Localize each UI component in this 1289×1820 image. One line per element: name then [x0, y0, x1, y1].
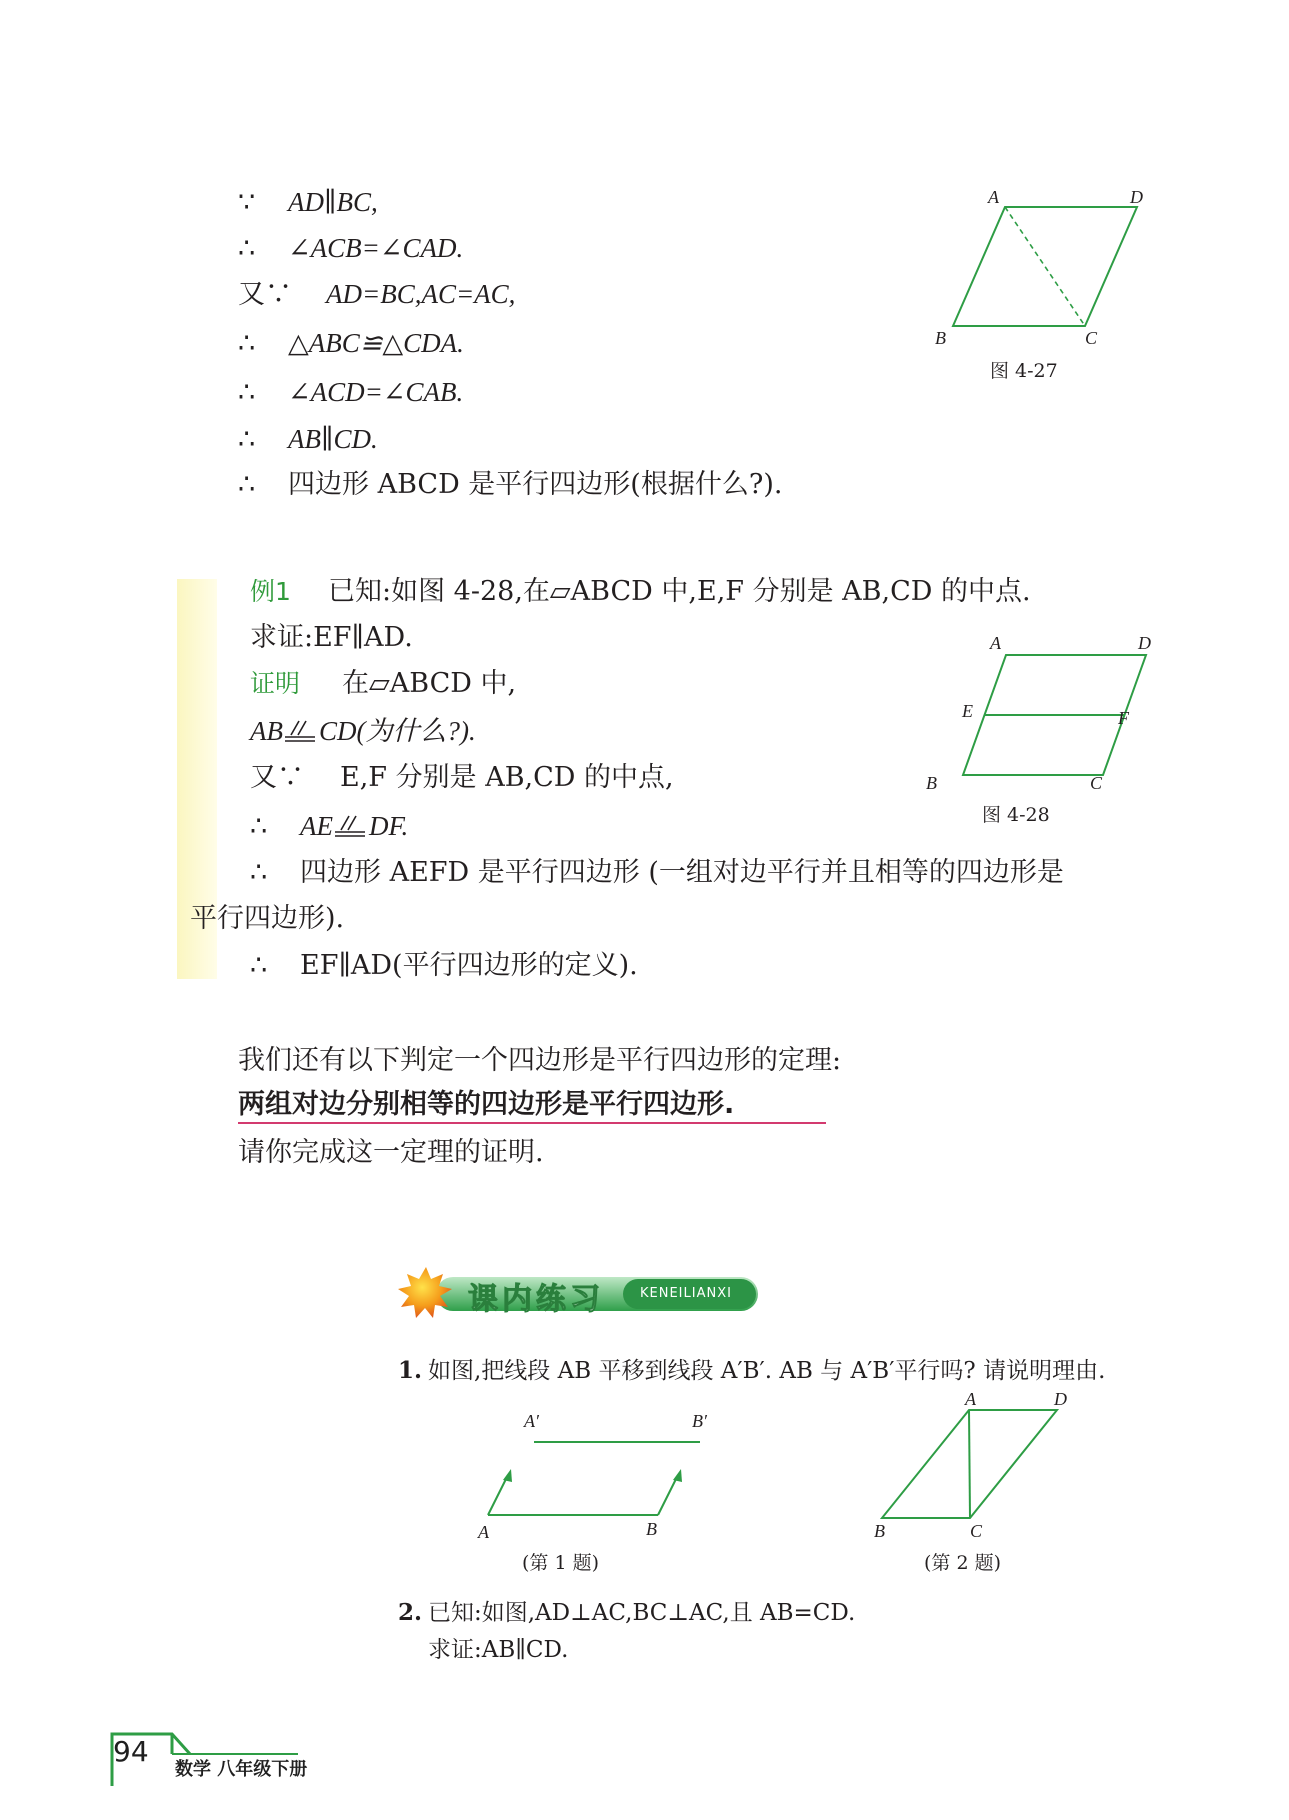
q1-text: 1. 如图,把线段 AB 平移到线段 A′B′. AB 与 A′B′平行吗? 请说明理由. — [398, 1357, 1106, 1384]
label-a: A — [988, 187, 999, 207]
figure-4-28-diagram — [940, 640, 1180, 790]
example-label: 例1 — [250, 577, 291, 606]
proof-line-5: ∴ ∠ACD=∠CAB. — [238, 377, 464, 408]
practice-banner — [398, 1265, 758, 1323]
label-d: D — [1054, 1389, 1067, 1409]
example-proof-line-4: ∴ AE DF. — [250, 808, 408, 845]
label-c: C — [1090, 773, 1103, 793]
proof-line-7: ∴ 四边形 ABCD 是平行四边形(根据什么?). — [238, 469, 783, 500]
proof-line-1: ∵ AD∥BC, — [238, 187, 378, 218]
label-f: F — [1118, 708, 1129, 728]
example-proof-line-2: AB CD(为什么?). — [250, 713, 476, 750]
label-c: C — [970, 1521, 983, 1541]
label-c: C — [1085, 328, 1098, 348]
theorem-task: 请你完成这一定理的证明. — [238, 1137, 544, 1168]
proof-line-4: ∴ △ABC≌△CDA. — [238, 328, 464, 359]
q1-diagram — [478, 1420, 718, 1540]
proof-label: 证明 — [250, 669, 301, 698]
label-b: B — [874, 1521, 885, 1541]
label-b: B — [646, 1519, 657, 1539]
sun-icon — [398, 1267, 452, 1318]
label-a: A — [965, 1389, 976, 1409]
example-proof-line-1: 证明 在▱ABCD 中, — [250, 666, 516, 702]
figure-4-27-caption: 图 4-27 — [990, 360, 1058, 382]
proof-line-2: ∴ ∠ACB=∠CAD. — [238, 233, 464, 264]
q2-diagram — [870, 1400, 1070, 1530]
example-proof-line-5-cont: 平行四边形). — [190, 903, 345, 934]
practice-subtitle: KENEILIANXI — [640, 1286, 732, 1301]
example-proof-line-5: ∴ 四边形 AEFD 是平行四边形 (一组对边平行并且相等的四边形是 — [250, 857, 1064, 888]
q2-text: 2. 已知:如图,AD⊥AC,BC⊥AC,且 AB=CD. — [398, 1599, 856, 1626]
parallel-equal-symbol — [283, 714, 319, 750]
book-title: 数学 八年级下册 — [175, 1759, 308, 1780]
label-d: D — [1138, 633, 1151, 653]
theorem-underline — [238, 1122, 826, 1124]
proof-line-3: 又∵ AD=BC,AC=AC, — [238, 279, 516, 310]
theorem-statement: 两组对边分别相等的四边形是平行四边形. — [238, 1089, 735, 1120]
label-b: B — [926, 773, 937, 793]
example-proof-line-6: ∴ EF∥AD(平行四边形的定义). — [250, 950, 638, 981]
q2-caption: (第 2 题) — [924, 1552, 1001, 1574]
q1-caption: (第 1 题) — [522, 1552, 599, 1574]
figure-4-28-caption: 图 4-28 — [982, 804, 1050, 826]
practice-title: 课内练习 — [468, 1282, 604, 1317]
theorem-intro: 我们还有以下判定一个四边形是平行四边形的定理: — [238, 1045, 842, 1076]
label-e: E — [962, 701, 973, 721]
parallel-equal-symbol-2 — [333, 809, 369, 845]
label-a-prime: A′ — [524, 1411, 539, 1431]
label-a: A — [478, 1522, 489, 1542]
page-number: 94 — [113, 1735, 149, 1768]
label-a: A — [990, 633, 1001, 653]
label-b-prime: B′ — [692, 1411, 707, 1431]
example-proof-line-3: 又∵ E,F 分别是 AB,CD 的中点, — [250, 762, 674, 793]
example-prove: 求证:EF∥AD. — [250, 622, 413, 653]
example-given: 例1 已知:如图 4-28,在▱ABCD 中,E,F 分别是 AB,CD 的中点. — [250, 574, 1031, 610]
proof-line-6: ∴ AB∥CD. — [238, 424, 378, 455]
label-b: B — [935, 328, 946, 348]
q2-prove: 求证:AB∥CD. — [428, 1637, 569, 1663]
label-d: D — [1130, 187, 1143, 207]
